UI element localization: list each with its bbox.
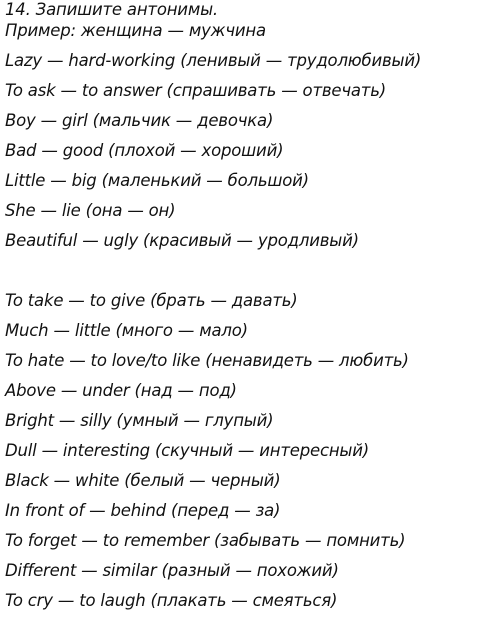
antonym-pair: Bright — silly (умный — глупый) <box>5 411 274 430</box>
antonym-pair: Boy — girl (мальчик — девочка) <box>5 111 274 130</box>
antonym-pair: Little — big (маленький — большой) <box>5 171 309 190</box>
antonym-group-2 <box>5 290 475 620</box>
antonym-pair: To hate — to love/to like (ненавидеть — любить) <box>5 351 409 370</box>
blank-line-spacer <box>5 260 475 290</box>
antonyms-document <box>5 0 475 620</box>
antonym-pair: Different — similar (разный — похожий) <box>5 561 339 580</box>
exercise-title: 14. Запишите антонимы. <box>5 0 218 19</box>
antonym-pair: Much — little (много — мало) <box>5 321 248 340</box>
antonym-pair: Bad — good (плохой — хороший) <box>5 141 284 160</box>
antonym-pair: Lazy — hard-working (ленивый — трудолюбивый) <box>5 51 422 70</box>
antonym-pair: To take — to give (брать — давать) <box>5 291 298 310</box>
antonym-pair: To forget — to remember (забывать — помнить) <box>5 531 406 550</box>
antonym-group-1 <box>5 50 475 260</box>
example-line: Пример: женщина — мужчина <box>5 21 266 40</box>
antonym-pair: She — lie (она — он) <box>5 201 176 220</box>
antonym-pair: To ask — to answer (спрашивать — отвечать) <box>5 81 386 100</box>
antonym-pair: In front of — behind (перед — за) <box>5 501 281 520</box>
antonym-pair: Black — white (белый — черный) <box>5 471 281 490</box>
antonym-pair: Dull — interesting (скучный — интересный) <box>5 441 370 460</box>
antonym-pair: To cry — to laugh (плакать — смеяться) <box>5 591 338 610</box>
antonym-pair: Above — under (над — под) <box>5 381 237 400</box>
antonym-pair: Beautiful — ugly (красивый — уродливый) <box>5 231 359 250</box>
